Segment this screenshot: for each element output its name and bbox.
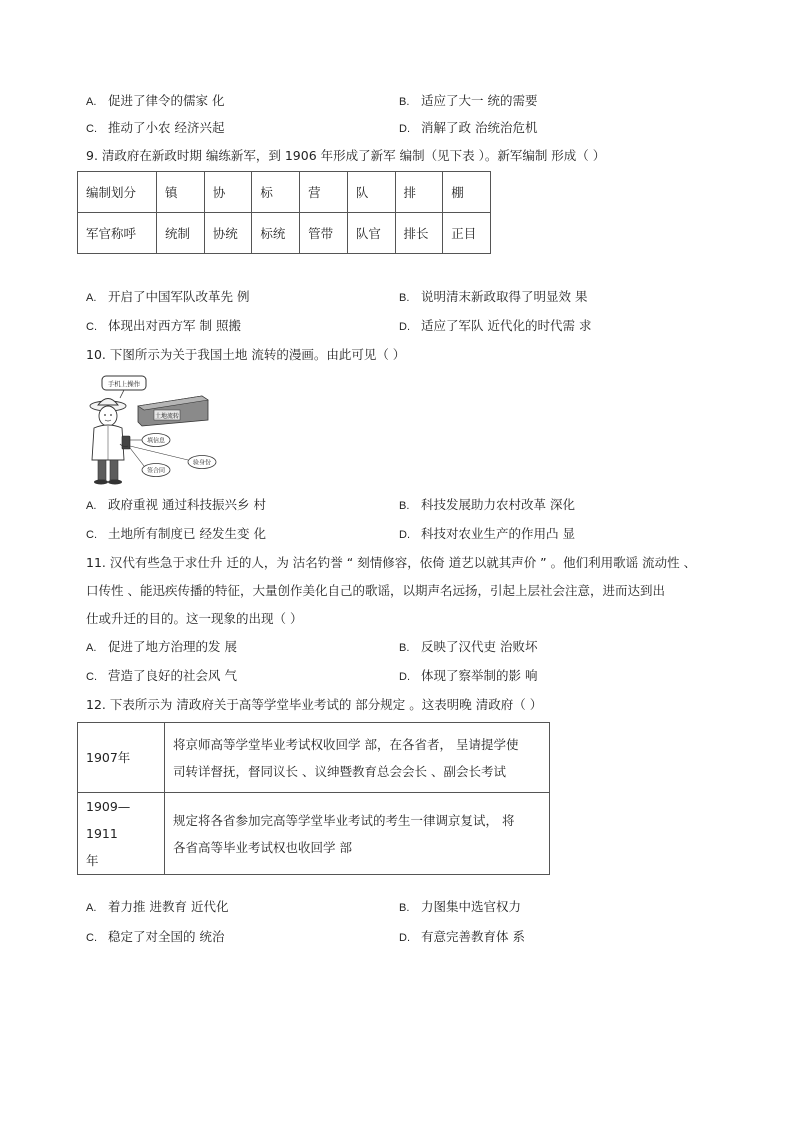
option-letter: C.: [86, 529, 97, 541]
option-text: 稳定了对全国的 统治: [108, 929, 225, 944]
cartoon-top-label: 手机上操作: [107, 380, 141, 388]
option-text: 科技发展助力农村改革 深化: [421, 497, 575, 512]
table-cell: 镇: [157, 172, 205, 213]
year-cell: 1907年: [78, 723, 165, 793]
table-cell: 队: [347, 172, 395, 213]
bubble-label-3: 签合同: [146, 467, 166, 475]
option-text: 科技对农业生产的作用凸 显: [421, 526, 575, 541]
q11-option-a: [86, 638, 237, 657]
table-cell: 军官称呼: [78, 213, 157, 254]
q9-table: [77, 171, 491, 254]
option-letter: B.: [399, 500, 410, 512]
option-letter: D.: [399, 932, 410, 944]
option-text: 政府重视 通过科技振兴乡 村: [108, 497, 266, 512]
q11-option-b: [399, 638, 537, 657]
q10-option-a: [86, 496, 266, 515]
table-cell: 标统: [252, 213, 300, 254]
option-letter: A.: [86, 500, 97, 512]
q12-option-c: [86, 928, 224, 947]
option-letter: C.: [86, 321, 97, 333]
table-cell: 协统: [204, 213, 252, 254]
q8-option-a: [86, 92, 224, 111]
rule-line: 将京师高等学堂毕业考试权收回学 部，在各省者， 呈请提学使: [173, 736, 519, 752]
option-letter: A.: [86, 642, 97, 654]
q8-option-c: [86, 119, 224, 138]
cartoon-box-label: 土地流转: [154, 413, 180, 420]
option-letter: B.: [399, 96, 410, 108]
option-text: 开启了中国军队改革先 例: [108, 289, 250, 304]
table-cell: 营: [300, 172, 348, 213]
table-row: [78, 793, 550, 875]
option-letter: B.: [399, 642, 410, 654]
q11-option-c: [86, 667, 237, 686]
rule-line: 规定将各省参加完高等学堂毕业考试的考生一律调京复试， 将: [173, 812, 515, 828]
q11-option-d: [399, 667, 537, 686]
option-text: 力图集中选官权力: [421, 899, 522, 914]
option-text: 促进了地方治理的发 展: [108, 639, 237, 654]
table-row: [78, 172, 491, 213]
option-text: 营造了良好的社会风 气: [108, 668, 237, 683]
q10-option-d: [399, 525, 575, 544]
option-letter: D.: [399, 123, 410, 135]
q12-option-d: [399, 928, 525, 947]
table-cell: 管带: [300, 213, 348, 254]
q9-stem: 9. 清政府在新政时期 编练新军，到 1906 年形成了新军 编制（见下表 ）。新军编制 形成（ ）: [86, 148, 606, 163]
option-letter: C.: [86, 932, 97, 944]
option-text: 土地所有制度已 经发生变 化: [108, 526, 266, 541]
option-text: 消解了政 治统治危机: [421, 120, 538, 135]
option-text: 说明清末新政取得了明显效 果: [421, 289, 588, 304]
option-text: 促进了律令的儒家 化: [108, 93, 225, 108]
rule-line: 司转详督抚，督同议长 、议绅暨教育总会会长 、副会长考试: [173, 763, 506, 779]
year-line: 1909—1911: [86, 799, 131, 841]
option-text: 有意完善教育体 系: [421, 929, 525, 944]
q12-option-a: [86, 898, 228, 917]
bubble-label-2: 验身份: [192, 459, 212, 467]
q12-table: [77, 722, 550, 875]
table-cell: 编制划分: [78, 172, 157, 213]
q9-option-b: [399, 288, 587, 307]
option-text: 适应了军队 近代化的时代需 求: [421, 318, 592, 333]
option-text: 推动了小农 经济兴起: [108, 120, 225, 135]
option-letter: A.: [86, 96, 97, 108]
q10-option-c: [86, 525, 266, 544]
option-text: 着力推 进教育 近代化: [108, 899, 229, 914]
table-cell: 标: [252, 172, 300, 213]
rule-cell: [165, 723, 550, 793]
table-cell: 正目: [443, 213, 491, 254]
table-row: [78, 723, 550, 793]
table-cell: 棚: [443, 172, 491, 213]
q10-stem: 10. 下图所示为关于我国土地 流转的漫画。由此可见（ ）: [86, 347, 406, 362]
q11-stem-line-1: 11. 汉代有些急于求仕升 迁的人，为 沽名钓誉 “ 刻情修容，依倚 道艺以就其声价 ” 。他们利用歌谣 流动性 、: [86, 555, 697, 570]
option-letter: B.: [399, 902, 410, 914]
option-letter: C.: [86, 671, 97, 683]
q9-option-d: [399, 317, 591, 336]
face-icon: [99, 406, 117, 426]
q12-option-b: [399, 898, 521, 917]
q10-option-b: [399, 496, 575, 515]
option-text: 体现出对西方军 制 照搬: [108, 318, 241, 333]
option-letter: A.: [86, 902, 97, 914]
table-cell: 协: [204, 172, 252, 213]
option-text: 反映了汉代吏 治败坏: [421, 639, 538, 654]
table-row: [78, 213, 491, 254]
q8-option-d: [399, 119, 537, 138]
year-cell: [78, 793, 165, 875]
land-transfer-cartoon: [84, 374, 234, 486]
table-cell: 统制: [157, 213, 205, 254]
rule-cell: [165, 793, 550, 875]
rule-line: 各省高等毕业考试权也收回学 部: [173, 839, 352, 855]
q12-stem: 12. 下表所示为 清政府关于高等学堂毕业考试的 部分规定 。这表明晚 清政府（ ）: [86, 697, 543, 712]
table-cell: 排长: [395, 213, 443, 254]
bubble-label-1: 填信息: [146, 437, 166, 445]
option-letter: B.: [399, 292, 410, 304]
option-letter: A.: [86, 292, 97, 304]
option-letter: D.: [399, 671, 410, 683]
option-text: 适应了大一 统的需要: [421, 93, 538, 108]
option-text: 体现了察举制的影 响: [421, 668, 538, 683]
q11-stem-line-2: 口传性 、能迅疾传播的特征，大量创作美化自己的歌谣，以期声名远扬，引起上层社会注意，进而达到出: [86, 583, 665, 598]
q9-option-a: [86, 288, 249, 307]
q8-option-b: [399, 92, 537, 111]
q11-stem-line-3: 仕或升迁的目的。这一现象的出现（ ）: [86, 611, 303, 626]
option-letter: D.: [399, 321, 410, 333]
table-cell: 排: [395, 172, 443, 213]
option-letter: C.: [86, 123, 97, 135]
year-line: 年: [86, 853, 99, 868]
phone-icon: [122, 436, 130, 449]
table-cell: 队官: [347, 213, 395, 254]
q9-option-c: [86, 317, 241, 336]
option-letter: D.: [399, 529, 410, 541]
